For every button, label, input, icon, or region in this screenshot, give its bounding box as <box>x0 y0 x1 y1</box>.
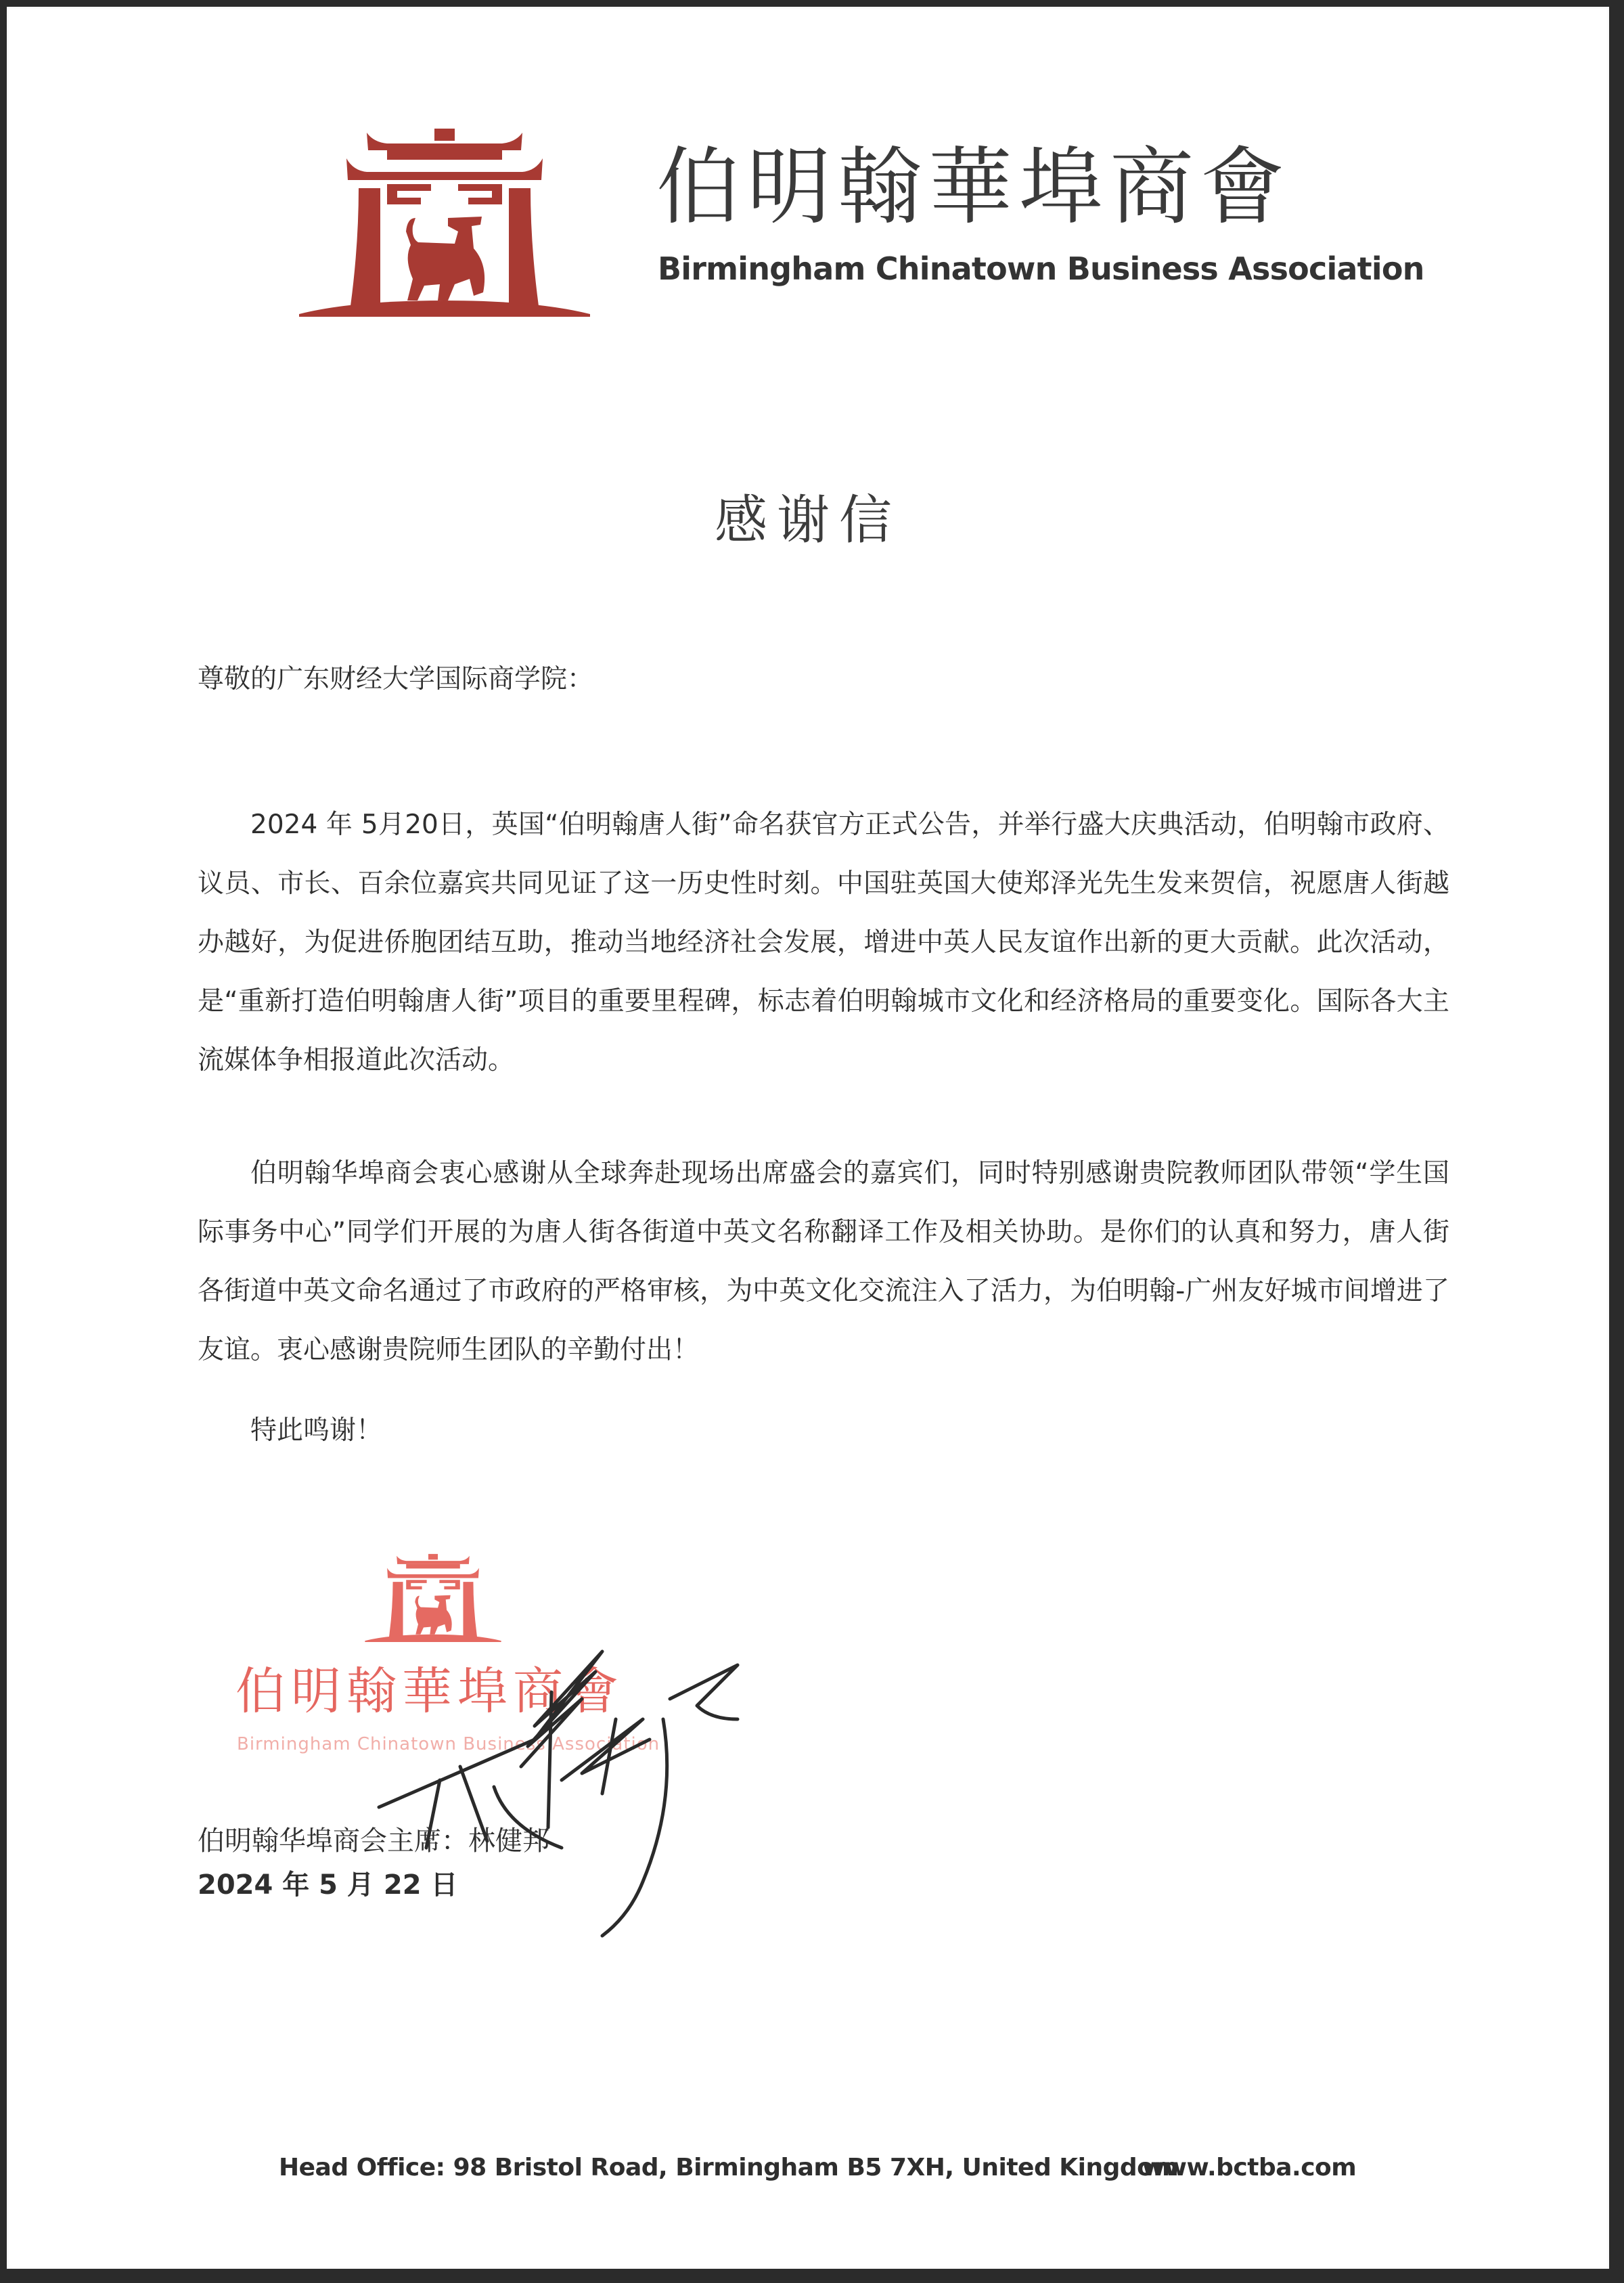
body-paragraph-1: 2024 年 5月20日，英国“伯明翰唐人街”命名获官方正式公告，并举行盛大庆典活动，伯明翰市政府、议员、市长、百余位嘉宾共同见证了这一历史性时刻。中国驻英国大使郑泽光先生发来贺信，祝愿唐人街越办越好，为促进侨胞团结互助，推动当地经济社会发展，增进中英人民友谊作出新的更大贡献。此次活动，是“重新打造伯明翰唐人街”项目的重要里程碑，标志着伯明翰城市文化和经济格局的重要变化。国际各大主流媒体争相报道此次活动。 <box>198 810 1449 1076</box>
body-paragraph-2: 伯明翰华埠商会衷心感谢从全球奔赴现场出席盛会的嘉宾们，同时特别感谢贵院教师团队带领“学生国际事务中心”同学们开展的为唐人街各街道中英文名称翻译工作及相关协助。是你们的认真和努力，唐人街各街道中英文命名通过了市政府的严格审核，为中英文化交流注入了活力，为伯明翰-广州友好城市间增进了友谊。衷心感谢贵院师生团队的辛勤付出！ <box>198 1158 1449 1365</box>
salutation: 尊敬的广东财经大学国际商学院： <box>198 664 594 694</box>
closing-line: 特此鸣谢！ <box>250 1415 383 1446</box>
letter-page <box>7 7 1609 2269</box>
letter-title: 感谢信 <box>714 490 901 551</box>
stamp-org-name-english: Birmingham Chinatown Business Association <box>237 1734 660 1754</box>
footer-address: Head Office: 98 Bristol Road, Birmingham B5 7XH, United Kingdom <box>279 2154 1179 2181</box>
stamp-org-name-chinese: 伯明翰華埠商會 <box>235 1662 624 1721</box>
org-name-chinese: 伯明翰華埠商會 <box>656 139 1292 236</box>
footer-website-link[interactable]: www.bctba.com <box>1142 2154 1357 2181</box>
signature-date: 2024 年 5 月 22 日 <box>198 1869 458 1901</box>
org-name-english: Birmingham Chinatown Business Association <box>658 250 1424 287</box>
signer-name-title: 伯明翰华埠商会主席：林健邦 <box>198 1825 549 1857</box>
association-logo-icon <box>286 123 604 319</box>
